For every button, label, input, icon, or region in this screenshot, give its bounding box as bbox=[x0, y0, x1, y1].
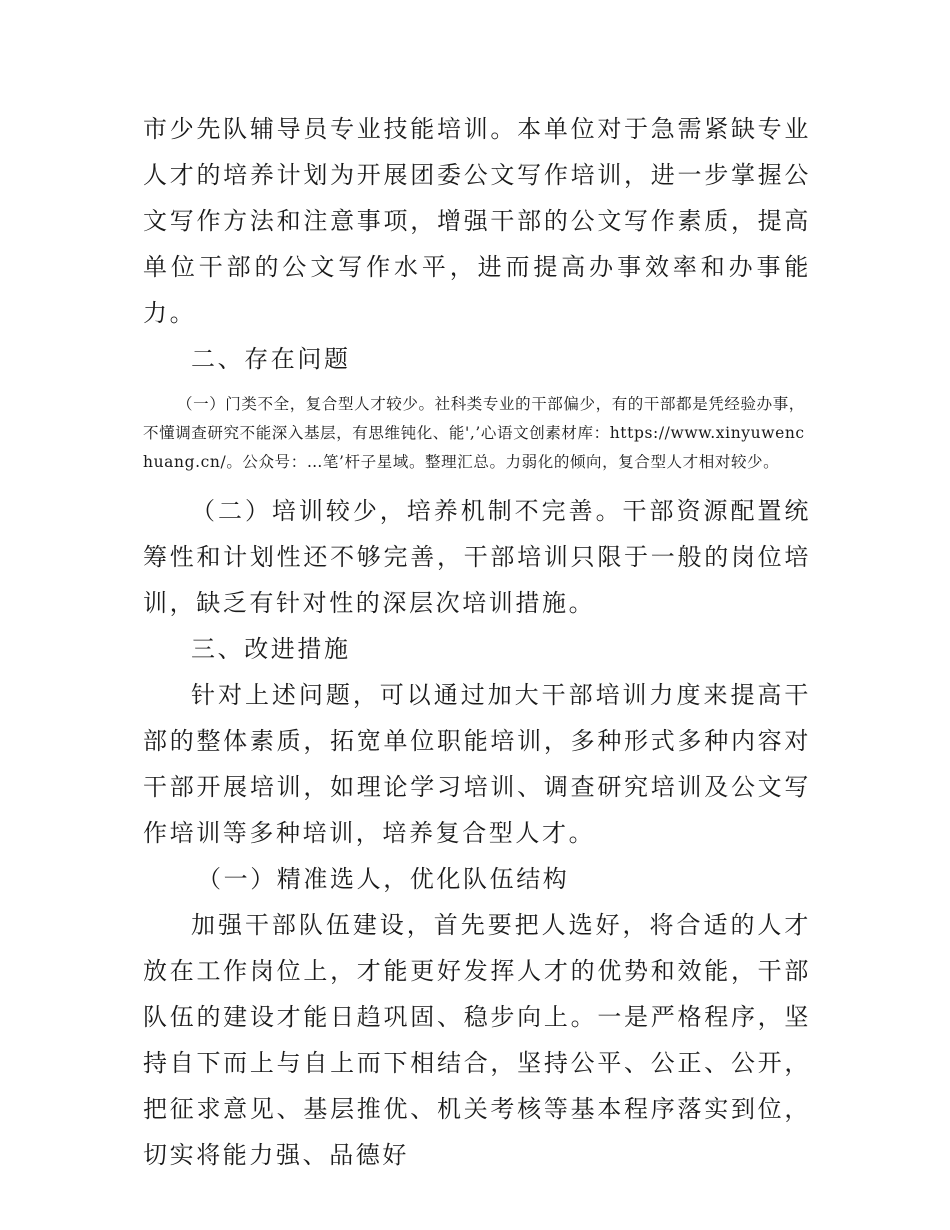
issue-one-paragraph: （一）门类不全，复合型人才较少。社科类专业的干部偏少，有的干部都是凭经验办事，不懂调查研究不能深入基层，有思维钝化、能',’心语文创素材库：https://www.xinyuwenchuang.cn/。公众号：…笔’杆子星域。整理汇总。力弱化的倾向，复合型人才相对较少。 bbox=[143, 395, 805, 471]
measure-one-paragraph: 加强干部队伍建设，首先要把人选好，将合适的人才放在工作岗位上，才能更好发挥人才的优势和效能，干部队伍的建设才能日趋巩固、稳步向上。一是严格程序，坚持自下而上与自上而下相结合，坚持公平、公正、公开，把征求意见、基层推优、机关考核等基本程序落实到位，切实将能力强、品德好 bbox=[143, 911, 811, 1169]
measures-intro-paragraph: 针对上述问题，可以通过加大干部培训力度来提高干部的整体素质，拓宽单位职能培训，多种形式多种内容对干部开展培训，如理论学习培训、调查研究培训及公文写作培训等多种培训，培养复合型人才。 bbox=[143, 681, 811, 847]
measure-one-heading: （一）精准选人，优化队伍结构 bbox=[197, 865, 570, 893]
section-heading-problems: 二、存在问题 bbox=[191, 345, 351, 373]
issue-two-paragraph: （二）培训较少，培养机制不完善。干部资源配置统筹性和计划性还不够完善，干部培训只限于一般的岗位培训，缺乏有针对性的深层次培训措施。 bbox=[143, 497, 811, 617]
paragraph-continuation: 市少先队辅导员专业技能培训。本单位对于急需紧缺专业人才的培养计划为开展团委公文写作培训，进一步掌握公文写作方法和注意事项，增强干部的公文写作素质，提高单位干部的公文写作水平，进而提高办事效率和办事能力。 bbox=[143, 115, 811, 327]
document-body bbox=[143, 106, 811, 1178]
section-heading-measures: 三、改进措施 bbox=[191, 635, 351, 663]
